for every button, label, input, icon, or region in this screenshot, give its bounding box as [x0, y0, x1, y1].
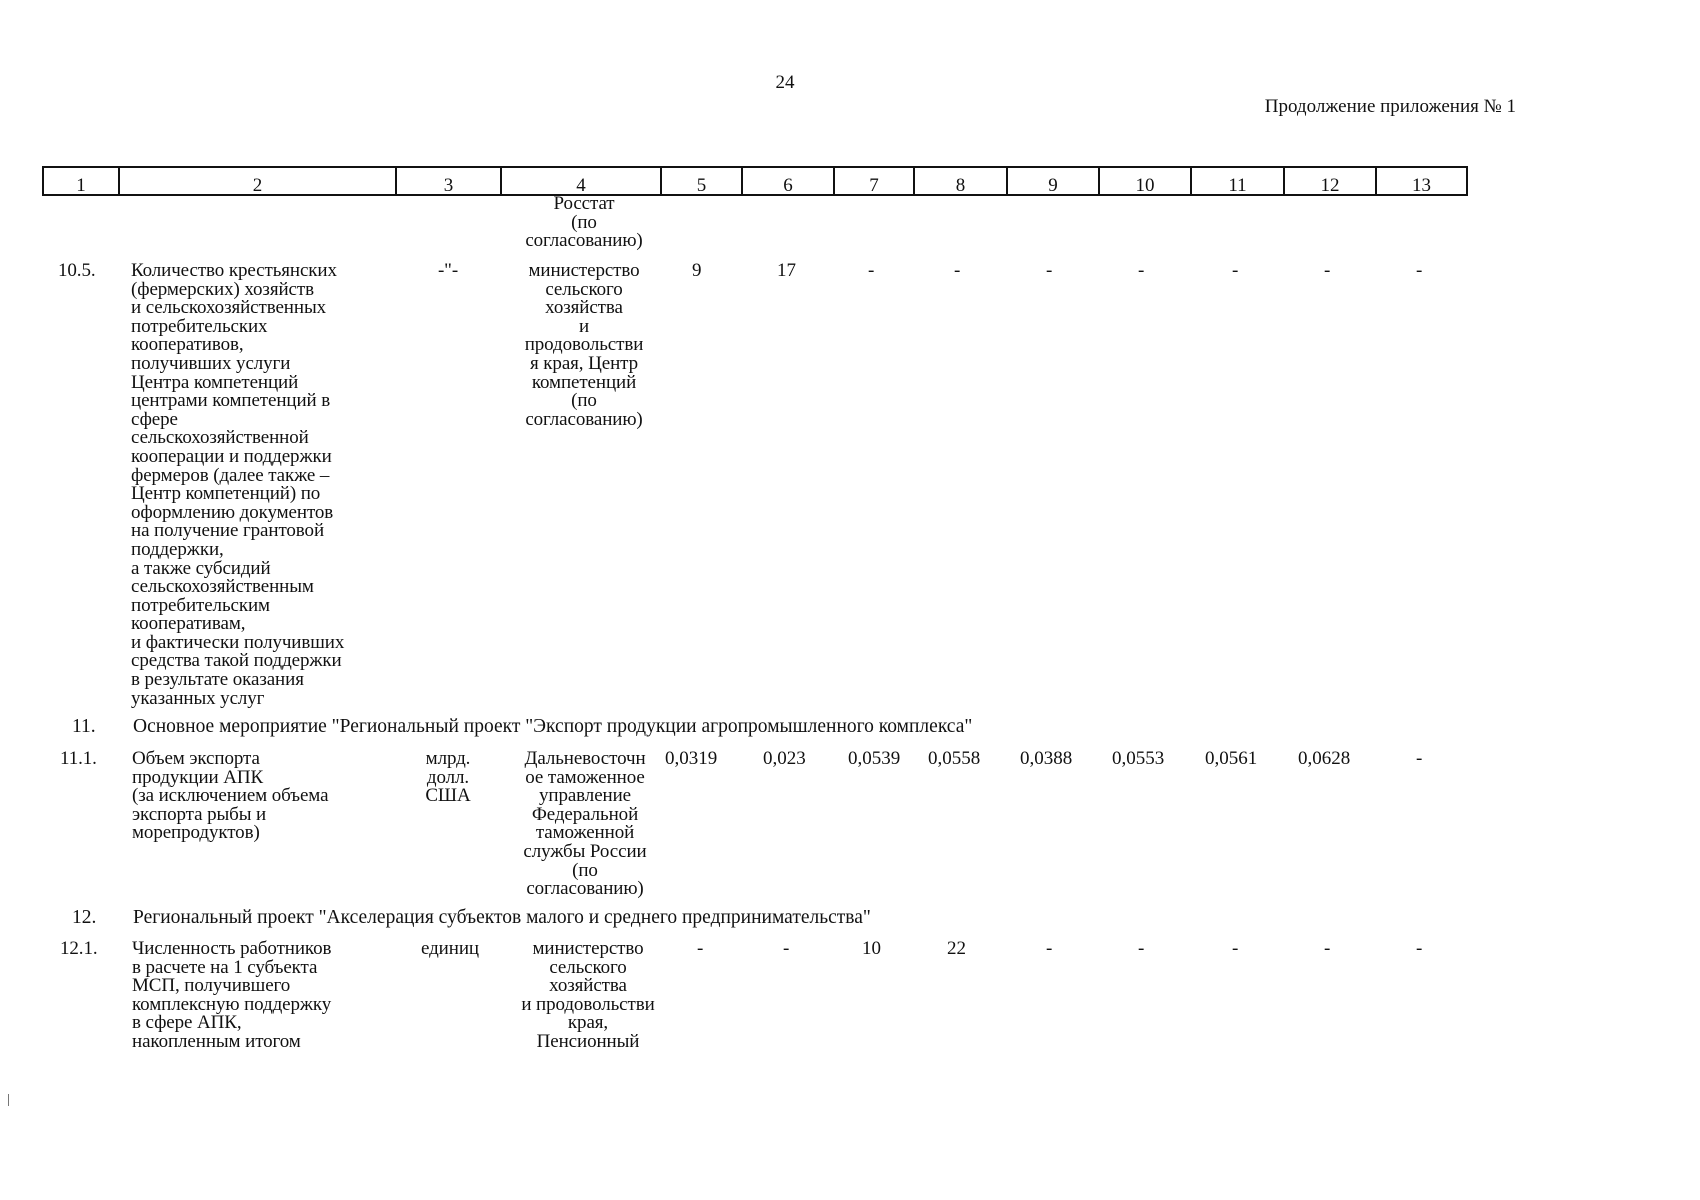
header-col-11: 11	[1190, 166, 1283, 196]
value-col-12: -	[1324, 938, 1331, 959]
value-col-8: -	[954, 260, 961, 281]
section-number: 11.	[72, 716, 96, 737]
value-col-7: -	[868, 260, 875, 281]
indicator-name: Объем экспорта продукции АПК (за исключением объема экспорта рыбы и морепродуктов)	[132, 748, 329, 844]
value-col-12: 0,0628	[1298, 748, 1351, 769]
value-col-11: -	[1232, 938, 1239, 959]
unit-cell: млрд. долл. США	[425, 748, 471, 807]
continuation-label: Продолжение приложения № 1	[1264, 96, 1516, 117]
value-col-10: 0,0553	[1112, 748, 1165, 769]
value-col-7: 10	[862, 938, 881, 959]
header-col-2: 2	[118, 166, 395, 196]
value-col-13: -	[1416, 260, 1423, 281]
value-col-6: 17	[777, 260, 796, 281]
header-col-3: 3	[395, 166, 500, 196]
value-col-5: 0,0319	[665, 748, 718, 769]
value-col-7: 0,0539	[848, 748, 901, 769]
unit-cell: единиц	[421, 938, 479, 959]
indicator-name: Численность работников в расчете на 1 субъекта МСП, получившего комплексную поддержку в сфере АПК, накопленным итогом	[132, 938, 332, 1052]
value-col-6: 0,023	[763, 748, 806, 769]
value-col-5: -	[697, 938, 704, 959]
responsible-cell: министерство сельского хозяйства и продовольстви я края, Центр компетенций (по согласованию)	[524, 260, 644, 430]
value-col-13: -	[1416, 938, 1423, 959]
value-col-12: -	[1324, 260, 1331, 281]
row-number: 11.1.	[60, 748, 97, 769]
scan-margin-mark	[8, 1094, 9, 1106]
header-col-9: 9	[1006, 166, 1098, 196]
page-number: 24	[775, 72, 795, 93]
indicator-name: Количество крестьянских (фермерских) хозяйств и сельскохозяйственных потребительских кооперативов, получивших услуги Центра компетенций центрами компетенций в сфере сельскохозяйственной кооперации и поддержки фермеров (далее также – Центр компетенций) по оформлению документов на получение грантовой поддержки, а также субсидий сельскохозяйственным потребительским кооперативам, и фактически получивших средства такой поддержки в результате оказания указанных услуг	[131, 260, 345, 709]
value-col-5: 9	[692, 260, 702, 281]
responsible-cell: министерство сельского хозяйства и продовольстви края, Пенсионный	[521, 938, 655, 1052]
value-col-9: 0,0388	[1020, 748, 1073, 769]
header-col-1: 1	[42, 166, 118, 196]
value-col-9: -	[1046, 260, 1053, 281]
header-col-13: 13	[1375, 166, 1468, 196]
responsible-cell: Дальневосточн ое таможенное управление Федеральной таможенной службы России (по согласованию)	[523, 748, 647, 900]
header-col-4: 4	[500, 166, 660, 196]
header-col-8: 8	[913, 166, 1006, 196]
value-col-10: -	[1138, 938, 1145, 959]
carry-over-responsible: Росстат (по согласованию)	[525, 193, 643, 252]
value-col-13: -	[1416, 748, 1423, 769]
header-col-6: 6	[741, 166, 833, 196]
value-col-9: -	[1046, 938, 1053, 959]
section-number: 12.	[72, 907, 97, 928]
value-col-6: -	[783, 938, 790, 959]
value-col-8: 0,0558	[928, 748, 981, 769]
table-header-row	[42, 166, 1468, 196]
value-col-10: -	[1138, 260, 1145, 281]
section-title: Основное мероприятие "Региональный проект "Экспорт продукции агропромышленного комплекса"	[133, 716, 973, 737]
value-col-8: 22	[947, 938, 966, 959]
row-number: 12.1.	[60, 938, 98, 959]
section-title: Региональный проект "Акселерация субъектов малого и среднего предпринимательства"	[133, 907, 871, 928]
row-number: 10.5.	[58, 260, 96, 281]
value-col-11: 0,0561	[1205, 748, 1258, 769]
header-col-12: 12	[1283, 166, 1375, 196]
header-col-5: 5	[660, 166, 741, 196]
value-col-11: -	[1232, 260, 1239, 281]
header-col-10: 10	[1098, 166, 1190, 196]
unit-cell: -"-	[437, 260, 459, 281]
header-col-7: 7	[833, 166, 913, 196]
